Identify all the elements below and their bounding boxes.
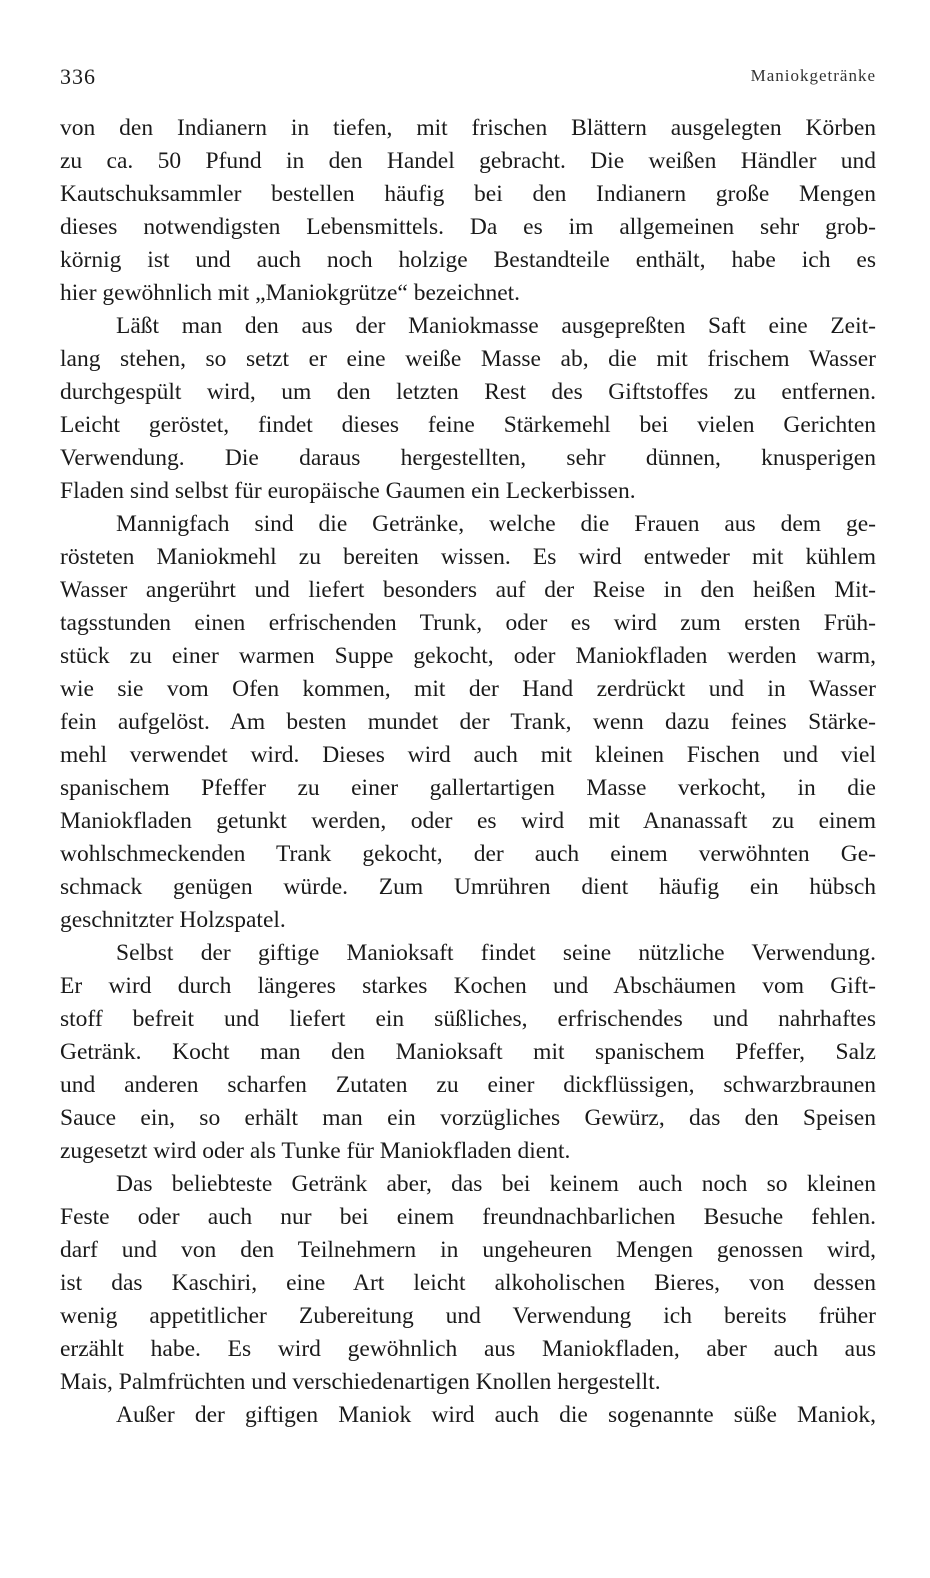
- text-line: wohlschmeckenden Trank gekocht, der auch einem verwöhnten Ge-: [60, 841, 876, 867]
- text-line: Mais, Palmfrüchten und verschiedenartigen Knollen hergestellt.: [60, 1369, 661, 1395]
- text-line: Verwendung. Die daraus hergestellten, sehr dünnen, knusperigen: [60, 445, 876, 471]
- text-line: tagsstunden einen erfrischenden Trunk, oder es wird zum ersten Früh-: [60, 610, 876, 636]
- text-line: Sauce ein, so erhält man ein vorzügliches Gewürz, das den Speisen: [60, 1105, 876, 1131]
- text-line: erzählt habe. Es wird gewöhnlich aus Maniokfladen, aber auch aus: [60, 1336, 876, 1362]
- text-line: Getränk. Kocht man den Manioksaft mit spanischem Pfeffer, Salz: [60, 1039, 876, 1065]
- text-line: zugesetzt wird oder als Tunke für Maniokfladen dient.: [60, 1138, 571, 1164]
- text-line: Er wird durch längeres starkes Kochen und Abschäumen vom Gift-: [60, 973, 876, 999]
- text-line: Wasser angerührt und liefert besonders auf der Reise in den heißen Mit-: [60, 577, 876, 603]
- page-number: 336: [60, 64, 96, 89]
- text-line: von den Indianern in tiefen, mit frischen Blättern ausgelegten Körben: [60, 115, 876, 141]
- text-line: wenig appetitlicher Zubereitung und Verwendung ich bereits früher: [60, 1303, 876, 1329]
- text-line: dieses notwendigsten Lebensmittels. Da es im allgemeinen sehr grob-: [60, 214, 876, 240]
- text-line: Mannigfach sind die Getränke, welche die Frauen aus dem ge-: [116, 511, 876, 537]
- text-line: körnig ist und auch noch holzige Bestandteile enthält, habe ich es: [60, 247, 876, 273]
- body-text: [60, 112, 876, 1432]
- text-line: und anderen scharfen Zutaten zu einer dickflüssigen, schwarzbraunen: [60, 1072, 876, 1098]
- text-line: ist das Kaschiri, eine Art leicht alkoholischen Bieres, von dessen: [60, 1270, 876, 1296]
- text-line: geschnitzter Holzspatel.: [60, 907, 286, 933]
- text-line: Das beliebteste Getränk aber, das bei keinem auch noch so kleinen: [116, 1171, 876, 1197]
- text-line: mehl verwendet wird. Dieses wird auch mit kleinen Fischen und viel: [60, 742, 876, 768]
- text-line: stoff befreit und liefert ein süßliches, erfrischendes und nahrhaftes: [60, 1006, 876, 1032]
- text-line: Außer der giftigen Maniok wird auch die sogenannte süße Maniok,: [116, 1402, 876, 1428]
- running-head: Maniokgetränke: [750, 66, 876, 85]
- text-line: durchgespült wird, um den letzten Rest des Giftstoffes zu entfernen.: [60, 379, 876, 405]
- text-line: darf und von den Teilnehmern in ungeheuren Mengen genossen wird,: [60, 1237, 876, 1263]
- text-line: fein aufgelöst. Am besten mundet der Trank, wenn dazu feines Stärke-: [60, 709, 876, 735]
- text-line: lang stehen, so setzt er eine weiße Masse ab, die mit frischem Wasser: [60, 346, 876, 372]
- text-line: zu ca. 50 Pfund in den Handel gebracht. Die weißen Händler und: [60, 148, 876, 174]
- text-line: wie sie vom Ofen kommen, mit der Hand zerdrückt und in Wasser: [60, 676, 876, 702]
- page-header: [60, 64, 876, 96]
- text-line: Fladen sind selbst für europäische Gaumen ein Leckerbissen.: [60, 478, 636, 504]
- text-line: Leicht geröstet, findet dieses feine Stärkemehl bei vielen Gerichten: [60, 412, 876, 438]
- text-line: Maniokfladen getunkt werden, oder es wird mit Ananassaft zu einem: [60, 808, 876, 834]
- text-line: Läßt man den aus der Maniokmasse ausgepreßten Saft eine Zeit-: [116, 313, 876, 339]
- text-line: rösteten Maniokmehl zu bereiten wissen. Es wird entweder mit kühlem: [60, 544, 876, 570]
- text-line: Selbst der giftige Manioksaft findet seine nützliche Verwendung.: [116, 940, 876, 966]
- text-line: hier gewöhnlich mit „Maniokgrütze“ bezeichnet.: [60, 280, 521, 306]
- text-line: Kautschuksammler bestellen häufig bei den Indianern große Mengen: [60, 181, 876, 207]
- text-line: spanischem Pfeffer zu einer gallertartigen Masse verkocht, in die: [60, 775, 876, 801]
- text-line: stück zu einer warmen Suppe gekocht, oder Maniokfladen werden warm,: [60, 643, 876, 669]
- text-line: schmack genügen würde. Zum Umrühren dient häufig ein hübsch: [60, 874, 876, 900]
- text-line: Feste oder auch nur bei einem freundnachbarlichen Besuche fehlen.: [60, 1204, 876, 1230]
